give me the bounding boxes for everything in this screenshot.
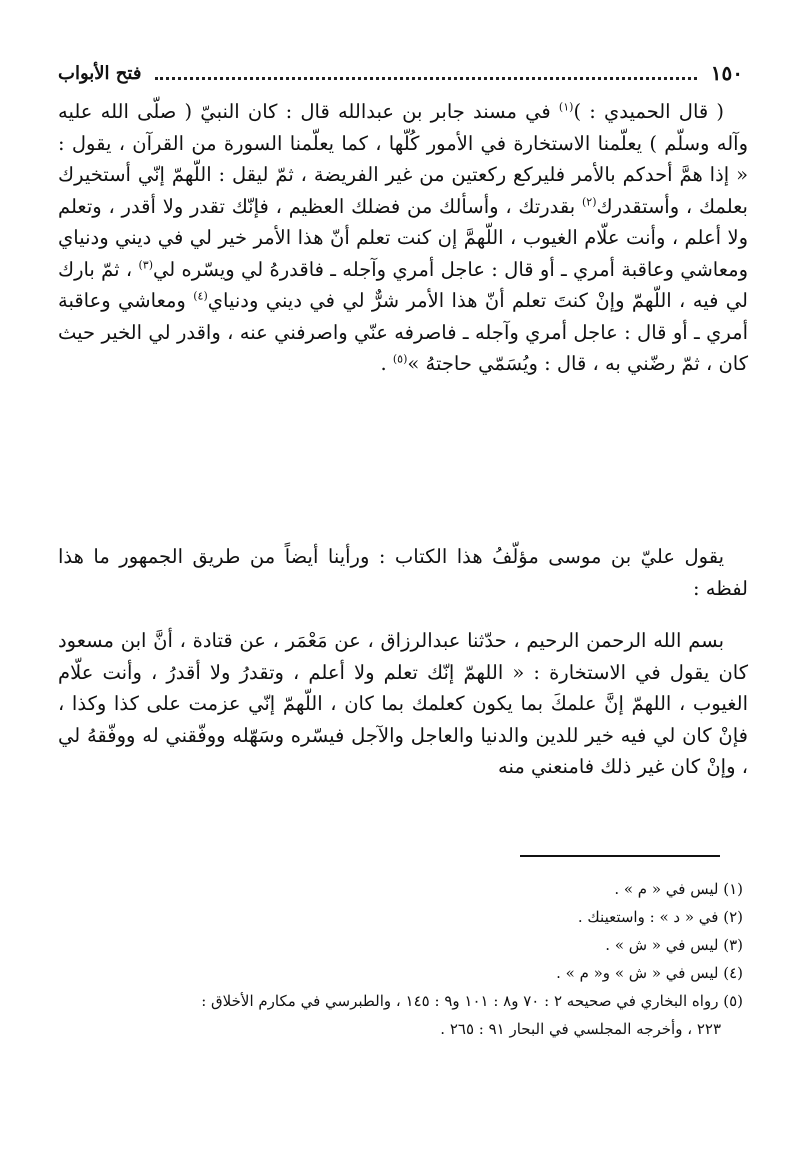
page-number: ١٥٠: [710, 61, 743, 85]
footnote-separator: [520, 855, 720, 857]
text-segment: ( قال الحميدي : ): [573, 100, 724, 123]
text-segment: .: [380, 352, 393, 375]
header-dotted-leader: [155, 67, 696, 80]
footnote-4: (٤) ليس في « ش » و« م » .: [556, 964, 743, 982]
running-title: فتح الأبواب: [58, 62, 142, 84]
footnote-ref-3: (٣): [138, 258, 153, 271]
footnote-ref-4: (٤): [193, 289, 208, 303]
footnote-5: (٥) رواه البخاري في صحيحه ٢ : ٧٠ و٨ : ١٠١ و٩ : ١٤٥ ، والطبرسي في مكارم الأخلاق :: [201, 992, 743, 1010]
footnote-3: (٣) ليس في « ش » .: [605, 936, 743, 954]
paragraph-2: [58, 541, 748, 604]
paragraph-3-text: بسم الله الرحمن الرحيم ، حدّثنا عبدالرزاق ، عن مَعْمَر ، عن قتادة ، أنَّ ابن مسعود كان يقول في الاستخارة : « اللهمّ إنّك تعلم ولا أعلم ، وتقدرُ ولا أقدرُ ، وأنت علّام الغيوب ، اللهمّ إنَّ علمكَ بما يكون كعلمك بما كان ، اللّهمّ إنّي عزمت على كذا وكذا ، فإنْ كان لي فيه خير للدين والدنيا والعاجل والآجل فيسّره وسَهّله ووفّقني له ووفّقهُ لي ، وإنْ كان غير ذلك فامنعني منه: [58, 629, 748, 778]
paragraph-2-text: يقول عليّ بن موسى مؤلّفُ هذا الكتاب : ورأينا أيضاً من طريق الجمهور ما هذا لفظه :: [58, 545, 748, 600]
footnote-ref-1: (١): [558, 100, 574, 114]
page-header: [58, 58, 743, 88]
text-segment: بقدرتك ، وأسألك من فضلك العظيم ، فإنّك تقدر ولا أقدر ، وتعلم ولا أعلم ، وأنت علّام الغيوب ، اللّهمَّ إن كنت تعلم أنّ هذا الأمر خير لي في ديني ودنياي ومعاشي وعاقبة أمري ـ أو قال : عاجل أمري وآجله ـ فاقدرهُ لي ويسّره لي: [58, 194, 749, 281]
footnote-1: (١) ليس في « م » .: [614, 880, 743, 898]
paragraph-1-text: [58, 96, 748, 380]
paragraph-1: [58, 96, 748, 380]
paragraph-3: [58, 625, 748, 783]
footnote-5-continuation: ٢٢٣ ، وأخرجه المجلسي في البحار ٩١ : ٢٦٥ .: [440, 1020, 721, 1038]
footnote-ref-2: (٢): [581, 195, 597, 208]
text-segment: في مسند جابر بن عبدالله قال : كان النبيّ ( صلّى الله عليه وآله وسلّم ) يعلّمنا الاستخارة في الأمور كُلّها ، كما يعلّمنا السورة من القرآن ، يقول : « إذا همَّ أحدكم بالأمر فليركع ركعتين من غير الفريضة ، ثمّ ليقل : اللّهمّ إنّي أستخيرك بعلمك ، وأستقدرك: [58, 100, 748, 218]
footnote-ref-5: (٥): [392, 352, 408, 366]
footnote-2: (٢) في « د » : واستعينك .: [577, 908, 743, 926]
text-segment: ومعاشي وعاقبة أمري ـ أو قال : عاجل أمري وآجله ـ فاصرفه عنّي واصرفني عنه ، واقدر لي الخير حيث كان ، ثمّ رضّني به ، قال : ويُسَمّي حاجتهُ »: [58, 289, 748, 375]
text-segment: ، ثمّ بارك لي فيه ، اللّهمّ وإنْ كنتَ تعلم أنّ هذا الأمر شرٌّ لي في ديني ودنياي: [58, 257, 748, 312]
footnotes: [58, 875, 743, 1043]
